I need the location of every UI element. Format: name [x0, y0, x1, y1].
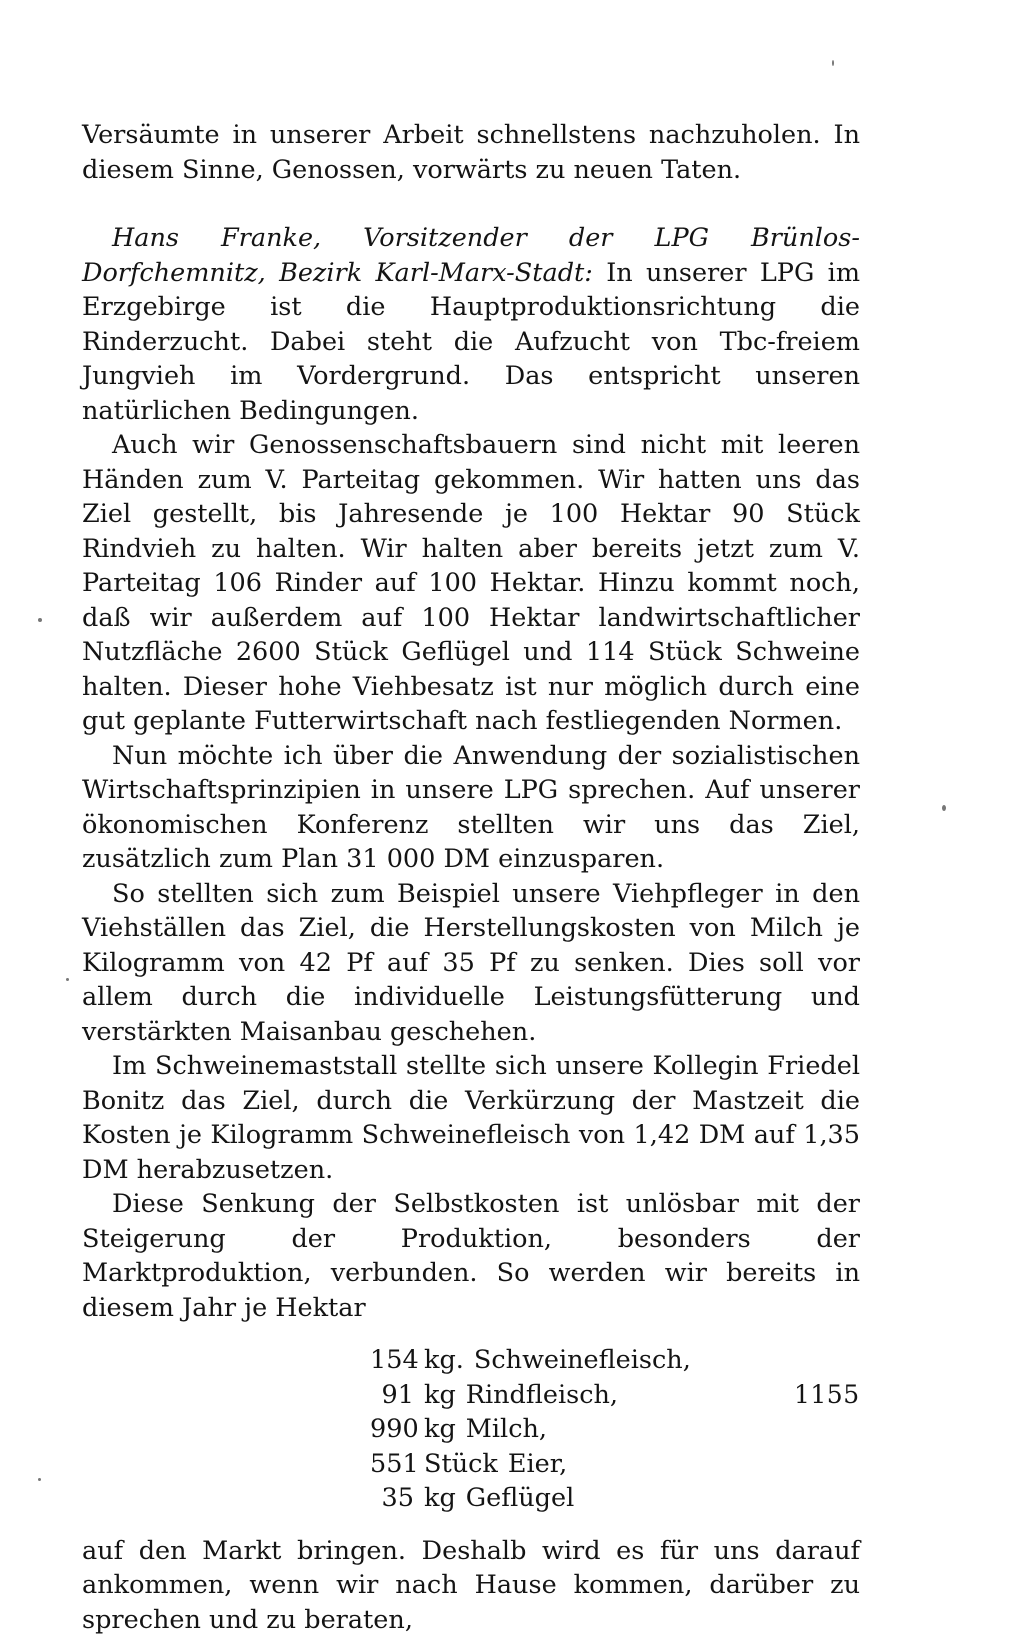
list-item [370, 1343, 860, 1378]
paragraph-4: Nun möchte ich über die Anwendung der sozialistischen Wirtschaftsprinzipien in unsere LPG sprechen. Auf unserer ökonomischen Konferenz stellten wir uns das Ziel, zusätzlich zum Plan 31 000 DM einzusparen. [82, 739, 860, 877]
list-item-quantity: 551 [370, 1447, 414, 1482]
paragraph-6: Im Schweinemaststall stellte sich unsere Kollegin Friedel Bonitz das Ziel, durch die Verkürzung der Mastzeit die Kosten je Kilogramm Schweinefleisch von 1,42 DM auf 1,35 DM herabzusetzen. [82, 1049, 860, 1187]
list-item-unit: Stück [424, 1447, 498, 1482]
list-item-quantity: 990 [370, 1412, 414, 1447]
list-item-unit: kg [424, 1481, 456, 1516]
list-item-unit: kg [424, 1412, 456, 1447]
production-list [370, 1343, 860, 1516]
document-page [82, 118, 860, 1637]
list-item-product: Geflügel [466, 1481, 574, 1516]
scan-speck [832, 60, 834, 66]
list-item-unit: kg [424, 1378, 456, 1413]
list-item-product: Milch, [466, 1412, 547, 1447]
scan-speck [942, 805, 946, 811]
paragraph-2 [82, 221, 860, 428]
list-item [370, 1481, 860, 1516]
scan-speck [66, 978, 69, 981]
list-item-quantity: 91 [370, 1378, 414, 1413]
list-item [370, 1447, 860, 1482]
list-item-product: Eier, [508, 1447, 567, 1482]
paragraph-2-text: In unserer LPG im Erzgebirge ist die Hauptproduktionsrichtung die Rinderzucht. Dabei steht die Aufzucht von Tbc-freiem Jungvieh im Vordergrund. Das entspricht unseren natürlichen Bedingungen. [82, 258, 860, 426]
page-number: 1155 [794, 1380, 860, 1409]
list-item-product: Schweinefleisch, [474, 1343, 691, 1378]
list-item-product: Rindfleisch, [466, 1378, 618, 1413]
paragraph-1: Versäumte in unserer Arbeit schnellstens nachzuholen. In diesem Sinne, Genossen, vorwärts zu neuen Taten. [82, 118, 860, 187]
scan-speck [38, 1478, 41, 1481]
speaker-attribution: Hans Franke, Vorsitzender der LPG Brünlos-Dorfchemnitz, Bezirk Karl-Marx-Stadt: [82, 223, 860, 288]
paragraph-7: Diese Senkung der Selbstkosten ist unlösbar mit der Steigerung der Produktion, besonders der Marktproduktion, verbunden. So werden wir bereits in diesem Jahr je Hektar [82, 1187, 860, 1325]
paragraph-5: So stellten sich zum Beispiel unsere Viehpfleger in den Viehställen das Ziel, die Herstellungskosten von Milch je Kilogramm von 42 Pf auf 35 Pf zu senken. Dies soll vor allem durch die individuelle Leistungsfütterung und verstärkten Maisanbau geschehen. [82, 877, 860, 1050]
scan-speck [38, 618, 42, 622]
list-item [370, 1378, 860, 1413]
list-item [370, 1412, 860, 1447]
paragraph-3: Auch wir Genossenschaftsbauern sind nicht mit leeren Händen zum V. Parteitag gekommen. Wir hatten uns das Ziel gestellt, bis Jahresende je 100 Hektar 90 Stück Rindvieh zu halten. Wir halten aber bereits jetzt zum V. Parteitag 106 Rinder auf 100 Hektar. Hinzu kommt noch, daß wir außerdem auf 100 Hektar landwirtschaftlicher Nutzfläche 2600 Stück Geflügel und 114 Stück Schweine halten. Dieser hohe Viehbesatz ist nur möglich durch eine gut geplante Futterwirtschaft nach festliegenden Normen. [82, 428, 860, 739]
list-item-quantity: 35 [370, 1481, 414, 1516]
list-item-unit: kg. [424, 1343, 464, 1378]
list-item-quantity: 154 [370, 1343, 414, 1378]
closing-paragraph: auf den Markt bringen. Deshalb wird es für uns darauf ankommen, wenn wir nach Hause kommen, darüber zu sprechen und zu beraten, [82, 1534, 860, 1637]
